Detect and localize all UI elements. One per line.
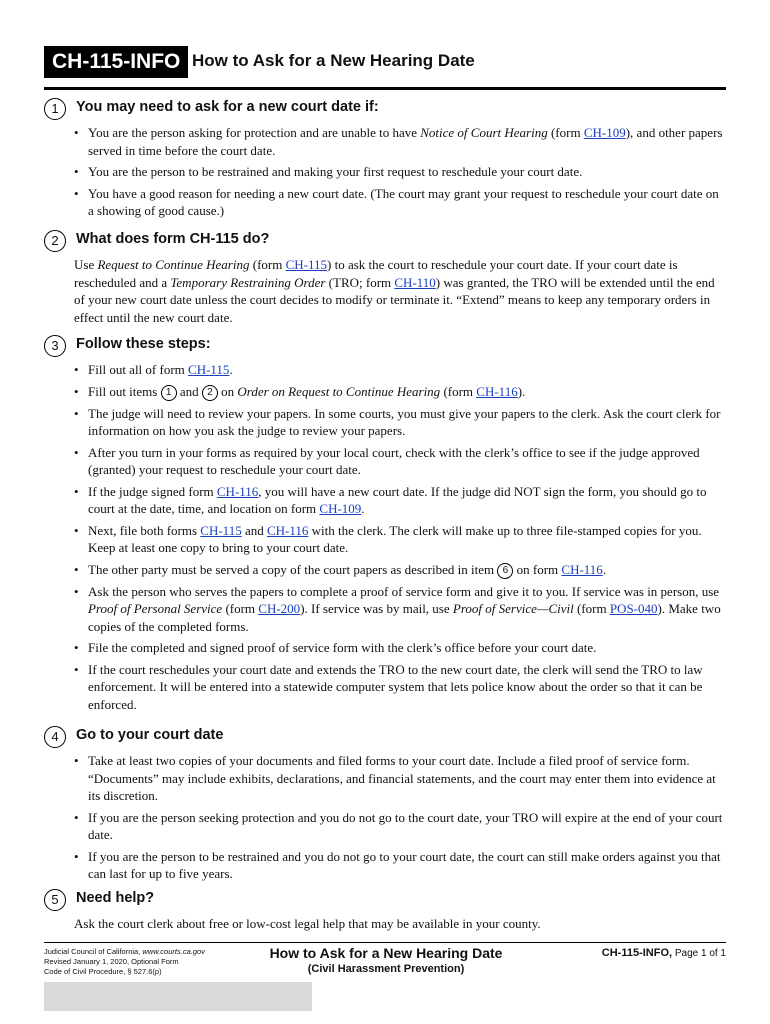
list-item: • File the completed and signed proof of service form with the clerk’s office before your court date. (44, 639, 726, 657)
footer-gray-box (44, 982, 312, 1011)
form-link[interactable]: CH-116 (476, 383, 518, 399)
page-header (44, 46, 726, 82)
list-item: • You are the person asking for protection and are unable to have Notice of Court Hearing (form CH-109), and other papers served in time before the court date. (44, 124, 726, 159)
form-id-badge: CH-115-INFO (44, 46, 188, 78)
form-link[interactable]: CH-109 (319, 501, 362, 516)
list-item: • The judge will need to review your papers. In some courts, you must give your papers to the clerk. Ask the court clerk for information on how you ask the judge to review your papers. (44, 405, 726, 440)
header-divider (44, 87, 726, 90)
form-link[interactable]: CH-115 (200, 522, 242, 538)
item-number-badge: 6 (497, 563, 513, 579)
list-item: • If you are the person to be restrained and you do not go to your court date, the court can still make orders against you that can last for up to five years. (44, 848, 726, 883)
section-title: Follow these steps: (76, 336, 211, 352)
section-4-heading (44, 726, 726, 748)
list-item: • Fill out items 1 and 2 on Order on Request to Continue Hearing (form CH-116). (44, 383, 726, 401)
footer-title: How to Ask for a New Hearing Date (269, 945, 503, 961)
footer-title-block (244, 945, 528, 975)
section-3 (44, 335, 726, 717)
page-footer (44, 942, 726, 983)
list-item: • You have a good reason for needing a new court date. (The court may grant your request to reschedule your court date on a showing of good cause.) (44, 185, 726, 220)
form-link[interactable]: CH-116 (266, 522, 309, 538)
list-item: • If the judge signed form CH-116, you will have a new court date. If the judge did NOT sign the form, you should go to court at the date, time, and location on form CH-109. (44, 483, 726, 518)
list-item: • Take at least two copies of your documents and filed forms to your court date. Include a filed proof of service form. “Documents” may include exhibits, declarations, and financial statements, and the court may enter them into evidence at its discretion. (44, 752, 726, 805)
item-number-badge: 2 (202, 385, 218, 401)
section-title: Go to your court date (76, 727, 224, 743)
section-number-badge: 4 (44, 726, 66, 748)
item-number-badge: 1 (161, 385, 177, 401)
section-5 (44, 889, 726, 933)
section-2 (44, 230, 726, 326)
section-number-badge: 2 (44, 230, 66, 252)
page-title: How to Ask for a New Hearing Date (192, 51, 475, 70)
list-item: • Ask the person who serves the papers to complete a proof of service form and give it to you. If service was in person, use Proof of Personal Service (form CH-200). If service was by mail, use Proof of Service—Civil (form POS-040). Make two copies of the completed forms. (44, 583, 726, 636)
list-item: • If you are the person seeking protection and you do not go to the court date, your TRO will expire at the end of your court date. (44, 809, 726, 844)
list-item: • You are the person to be restrained and making your first request to reschedule your court date. (44, 163, 726, 181)
form-link[interactable]: CH-116 (216, 483, 259, 499)
footer-page-number: CH-115-INFO, Page 1 of 1 (601, 947, 726, 959)
form-link[interactable]: CH-115 (285, 257, 327, 272)
section-1 (44, 98, 726, 224)
section-5-heading (44, 889, 726, 911)
list-item: • If the court reschedules your court date and extends the TRO to the new court date, the clerk will send the TRO to law enforcement. It will be entered into a statewide computer system that lets police know about the order so that it can be enforced. (44, 661, 726, 714)
footer-subtitle: (Civil Harassment Prevention) (307, 963, 465, 975)
form-link[interactable]: POS-040 (609, 601, 658, 616)
section-number-badge: 3 (44, 335, 66, 357)
bullet-list (44, 361, 726, 713)
footer-citation: Judicial Council of California, www.courts.ca.gov Revised January 1, 2020, Optional Form Code of Civil Procedure, § 527.6(p) (44, 947, 205, 976)
section-4 (44, 726, 726, 887)
section-2-heading (44, 230, 726, 252)
section-title: Need help? (76, 890, 155, 906)
list-item: • Next, file both forms CH-115 and CH-116 with the clerk. The clerk will make up to three file-stamped copies for you. Keep at least one copy to bring to your court date. (44, 522, 726, 557)
section-title: You may need to ask for a new court date if: (76, 99, 379, 115)
section-number-badge: 1 (44, 98, 66, 120)
bullet-list (44, 752, 726, 883)
section-paragraph: Ask the court clerk about free or low-cost legal help that may be available in your county. (74, 916, 541, 931)
section-paragraph: Use Request to Continue Hearing (form CH-115) to ask the court to reschedule your court date. If your court date is rescheduled and a Temporary Restraining Order (TRO; form CH-110) was granted, the TRO will be extended until the end of your new court date unless the court decides to modify or terminate it. “Extend” means to keep any temporary orders in effect until the new court date. (74, 257, 715, 325)
list-item: • The other party must be served a copy of the court papers as described in item 6 on form CH-116. (44, 561, 726, 579)
section-number-badge: 5 (44, 889, 66, 911)
form-link[interactable]: CH-110 (394, 274, 436, 290)
form-link[interactable]: CH-115 (188, 362, 230, 377)
form-link[interactable]: CH-116 (561, 561, 603, 577)
bullet-list (44, 124, 726, 220)
list-item: • Fill out all of form CH-115. (44, 361, 726, 379)
section-title: What does form CH-115 do? (76, 231, 270, 247)
form-link[interactable]: CH-109 (583, 125, 626, 140)
section-1-heading (44, 98, 726, 120)
section-3-heading (44, 335, 726, 357)
form-link[interactable]: CH-200 (258, 601, 301, 616)
list-item: • After you turn in your forms as required by your local court, check with the clerk’s office to see if the judge approved (granted) your request to reschedule your court date. (44, 444, 726, 479)
